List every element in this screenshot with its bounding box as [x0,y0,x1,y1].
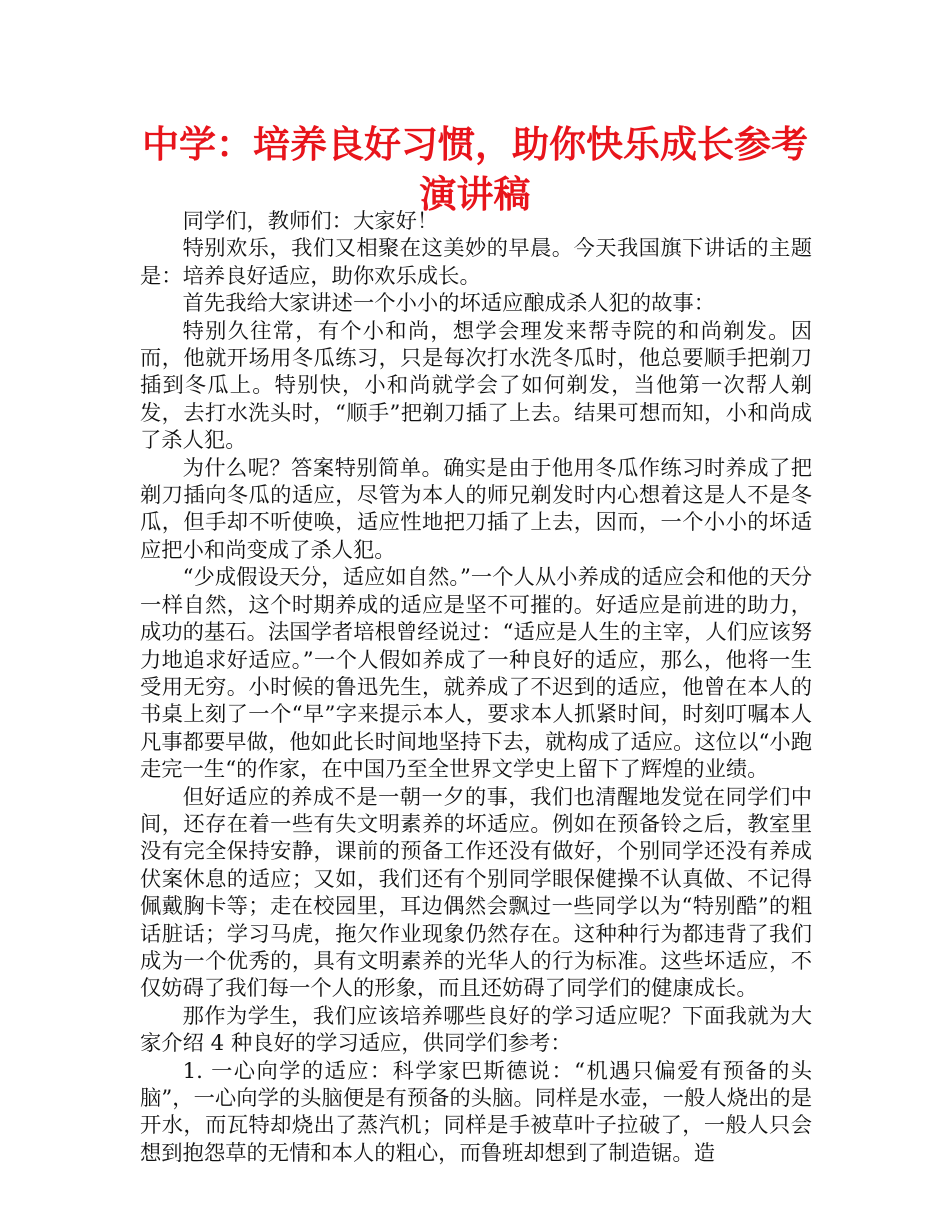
paragraph-habit-nature: “少成假设天分，适应如自然。”一个人从小养成的适应会和他的天分一样自然，这个时期养成的适应是坚不可摧的。好适应是前进的助力，成功的基石。法国学者培根曾经说过：“适应是人生的主宰，人们应该努力地追求好适应。”一个人假如养成了一种良好的适应，那么，他将一生受用无穷。小时候的鲁迅先生，就养成了不迟到的适应，他曾在本人的书桌上刻了一个“早”字来提示本人，要求本人抓紧时间，时刻叮嘱本人凡事都要早做，他如此长时间地坚持下去，就构成了适应。这位以“小跑走完一生“的作家，在中国乃至全世界文学史上留下了辉煌的业绩。 [140,565,812,783]
paragraph-story: 特别久往常，有个小和尚，想学会理发来帮寺院的和尚剃发。因而，他就开场用冬瓜练习，只是每次打水洗冬瓜时，他总要顺手把剃刀插到冬瓜上。特别快，小和尚就学会了如何剃发，当他第一次帮人剃发，去打水洗头时，“顺手”把剃刀插了上去。结果可想而知，小和尚成了杀人犯。 [140,318,812,454]
paragraph-topic: 特别欢乐，我们又相聚在这美妙的早晨。今天我国旗下讲话的主题是：培养良好适应，助你欢乐成长。 [140,236,812,289]
document-body [140,208,812,1167]
paragraph-explanation: 为什么呢？答案特别简单。确实是由于他用冬瓜作练习时养成了把剃刀插向冬瓜的适应，尽管为本人的师兄剃发时内心想着这是人不是冬瓜，但手却不听使唤，适应性地把刀插了上去，因而，一个小小的坏适应把小和尚变成了杀人犯。 [140,455,812,563]
document-title [120,120,830,220]
paragraph-greeting: 同学们，教师们：大家好！ [182,209,439,234]
paragraph-four-habits-intro: 那作为学生，我们应该培养哪些良好的学习适应呢？下面我就为大家介绍 4 种良好的学习适应，供同学们参考： [140,1003,812,1057]
title-line-1: 中学：培养良好习惯，助你快乐成长参考 [142,123,808,166]
paragraph-bad-habits: 但好适应的养成不是一朝一夕的事，我们也清醒地发觉在同学们中间，还存在着一些有失文明素养的坏适应。例如在预备铃之后，教室里没有完全保持安静，课前的预备工作还没有做好，个别同学还没有养成伏案休息的适应；又如，我们还有个别同学眼保健操不认真做、不记得佩戴胸卡等；走在校园里，耳边偶然会飘过一些同学以为“特别酷”的粗话脏话；学习马虎，拖欠作业现象仍然存在。这种种行为都违背了我们成为一个优秀的，具有文明素养的光华人的行为标准。这些坏适应，不仅妨碍了我们每一个人的形象，而且还妨碍了同学们的健康成长。 [140,784,812,1002]
paragraph-habit-1: 1. 一心向学的适应：科学家巴斯德说：“机遇只偏爱有预备的头脑”，一心向学的头脑便是有预备的头脑。同样是水壶，一般人烧出的是开水，而瓦特却烧出了蒸汽机；同样是手被草叶子拉破了，一般人只会想到抱怨草的无情和本人的粗心，而鲁班却想到了制造锯。造 [140,1058,812,1166]
title-line-2: 演讲稿 [419,173,531,216]
paragraph-story-intro: 首先我给大家讲述一个小小的坏适应酿成杀人犯的故事： [182,291,716,317]
